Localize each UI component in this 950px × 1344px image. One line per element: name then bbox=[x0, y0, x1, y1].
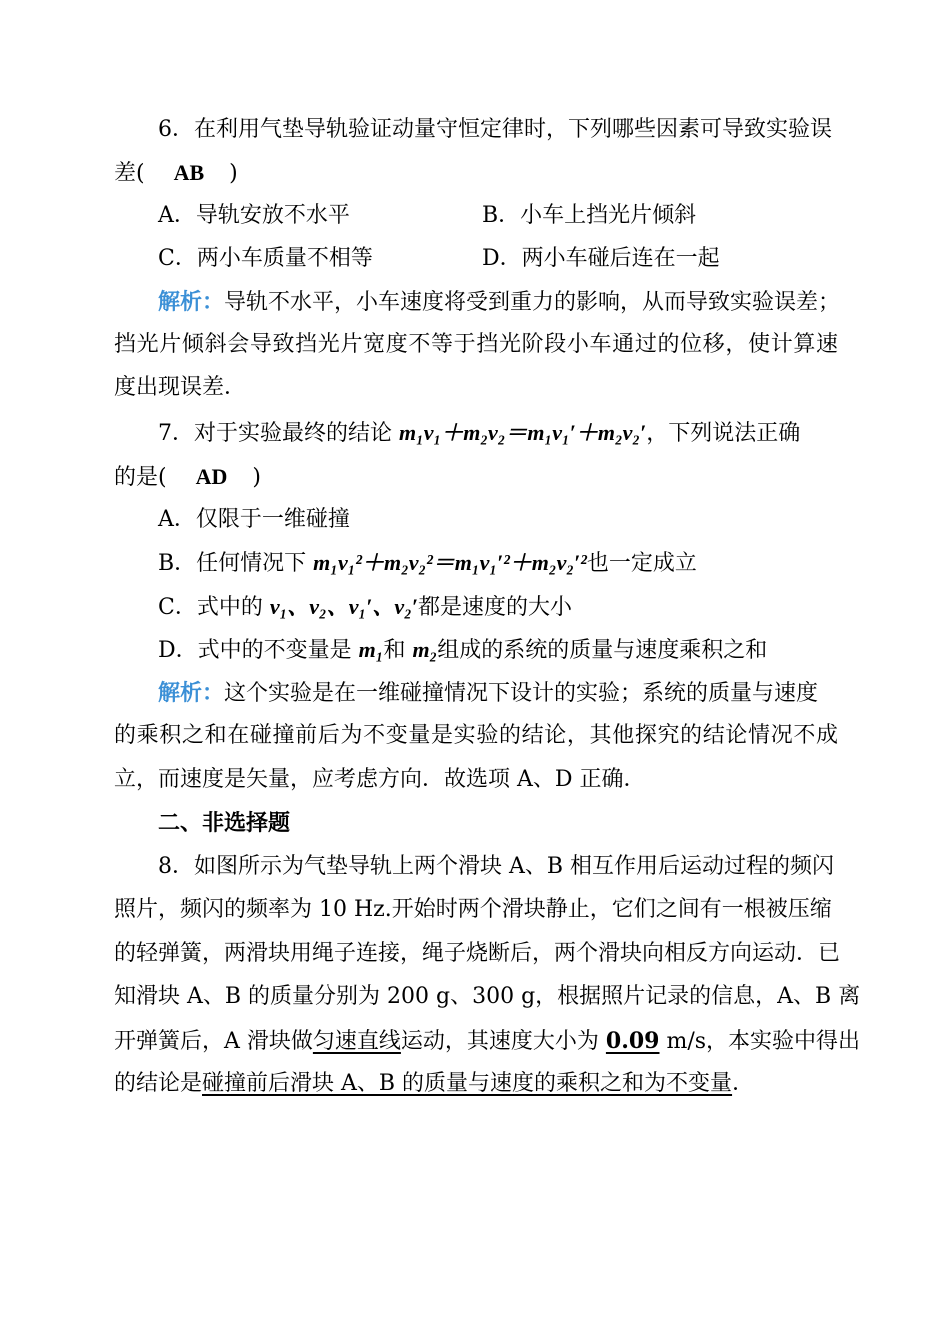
q6-stem-paren-close: ) bbox=[229, 161, 238, 186]
q7-analysis-line3: 立，而速度是矢量，应考虑方向．故选项 A、D 正确． bbox=[114, 767, 646, 792]
q7-option-b-suffix: 也一定成立 bbox=[586, 551, 697, 576]
q8-line6-prefix: 的结论是 bbox=[114, 1071, 203, 1096]
q7-option-c-vars: v₁、v₂、v₁′、v₂′ bbox=[269, 594, 418, 619]
q7-option-c-prefix: C．式中的 bbox=[158, 595, 270, 620]
q8-line5-mid: 运动，其速度大小为 bbox=[400, 1029, 606, 1054]
q7-stem-paren-open: 的是( bbox=[114, 465, 167, 490]
q6-option-a: A．导轨安放不水平 bbox=[158, 203, 350, 228]
q6-analysis-label: 解析： bbox=[158, 289, 225, 315]
q7-option-b-prefix: B．任何情况下 bbox=[158, 551, 314, 576]
q7-stem-line1 bbox=[158, 418, 882, 449]
q7-stem-formula: m₁v₁＋m₂v₂＝m₁v₁′＋m₂v₂′ bbox=[399, 420, 647, 445]
q8-line5-suffix: m/s，本实验中得出 bbox=[659, 1029, 861, 1054]
q8-line5-prefix: 开弹簧后，A 滑块做 bbox=[114, 1029, 313, 1054]
q7-option-d-mid: 和 bbox=[383, 638, 413, 663]
q6-stem-paren-open: 差( bbox=[114, 161, 145, 186]
q6-stem-line2 bbox=[114, 158, 838, 189]
q6-option-c: C．两小车质量不相等 bbox=[158, 246, 373, 271]
q7-option-c bbox=[158, 592, 882, 623]
q7-stem-paren-close: ) bbox=[252, 465, 261, 490]
q6-options-row2 bbox=[158, 244, 882, 274]
q6-analysis-line1 bbox=[158, 287, 841, 318]
q6-stem-line1: 6．在利用气垫导轨验证动量守恒定律时，下列哪些因素可导致实验误 bbox=[158, 117, 832, 142]
q7-option-b-formula: m₁v₁²＋m₂v₂²＝m₁v₁′²＋m₂v₂′² bbox=[313, 550, 587, 575]
q7-option-c-suffix: 都是速度的大小 bbox=[417, 595, 572, 620]
q7-option-d-m2: m₂ bbox=[412, 637, 438, 662]
q7-option-d bbox=[158, 635, 882, 666]
q7-answer: AD bbox=[195, 464, 228, 489]
q8-blank-speed: 0.09 bbox=[605, 1028, 660, 1054]
q7-analysis-line1 bbox=[158, 678, 838, 709]
q8-line5 bbox=[114, 1026, 861, 1057]
q7-analysis-text1: 这个实验是在一维碰撞情况下设计的实验；系统的质量与速度 bbox=[224, 681, 819, 706]
q6-options-row1 bbox=[158, 201, 882, 231]
q7-analysis-label: 解析： bbox=[158, 680, 225, 706]
q8-line3: 的轻弹簧，两滑块用绳子连接，绳子烧断后，两个滑块向相反方向运动．已 bbox=[114, 941, 841, 966]
q8-blank-motion: 匀速直线 bbox=[312, 1029, 401, 1054]
q7-analysis-line2: 的乘积之和在碰撞前后为不变量是实验的结论，其他探究的结论情况不成 bbox=[114, 723, 838, 748]
q8-blank-conclusion: 碰撞前后滑块 A、B 的质量与速度的乘积之和为不变量 bbox=[202, 1071, 733, 1096]
q6-analysis-text1: 导轨不水平，小车速度将受到重力的影响，从而导致实验误差； bbox=[224, 290, 841, 315]
q7-stem-line2 bbox=[114, 462, 838, 493]
q7-option-b bbox=[158, 548, 882, 579]
q6-option-d: D．两小车碰后连在一起 bbox=[482, 246, 720, 271]
q6-answer: AB bbox=[173, 160, 205, 185]
q7-option-d-m1: m₁ bbox=[358, 637, 384, 662]
q6-analysis-line2: 挡光片倾斜会导致挡光片宽度不等于挡光阶段小车通过的位移，使计算速 bbox=[114, 332, 838, 357]
q6-option-b: B．小车上挡光片倾斜 bbox=[482, 203, 697, 228]
q8-line2: 照片，频闪的频率为 10 Hz.开始时两个滑块静止，它们之间有一根被压缩 bbox=[114, 897, 832, 922]
q8-line4: 知滑块 A、B 的质量分别为 200 g、300 g，根据照片记录的信息，A、B 离 bbox=[114, 984, 861, 1009]
q7-option-a: A．仅限于一维碰撞 bbox=[158, 507, 350, 532]
q8-line6 bbox=[114, 1069, 838, 1099]
q6-analysis-line3: 度出现误差． bbox=[114, 375, 247, 400]
q7-stem-prefix: 7．对于实验最终的结论 bbox=[158, 421, 399, 446]
q7-option-d-prefix: D．式中的不变量是 bbox=[158, 638, 359, 663]
q8-line6-suffix: ． bbox=[732, 1071, 755, 1096]
q8-line1: 8．如图所示为气垫导轨上两个滑块 A、B 相互作用后运动过程的频闪 bbox=[158, 854, 835, 879]
q7-stem-suffix: ，下列说法正确 bbox=[646, 421, 801, 446]
q7-option-d-suffix: 组成的系统的质量与速度乘积之和 bbox=[437, 638, 768, 663]
section-heading: 二、非选择题 bbox=[158, 810, 291, 836]
